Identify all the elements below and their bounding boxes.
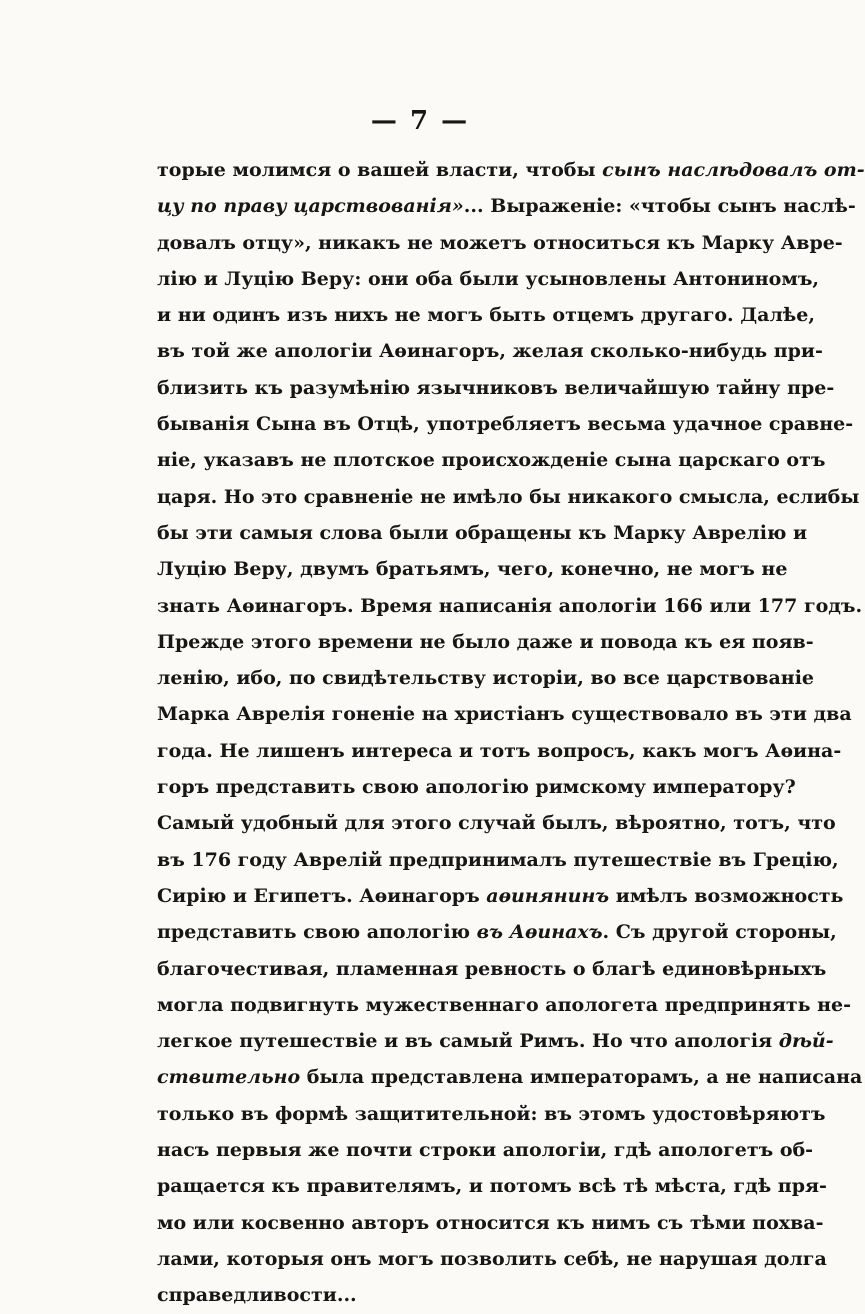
text-segment: Марка Аврелія гоненіе на христіанъ существовало въ эти два: [157, 703, 852, 726]
text-segment: . Съ другой стороны,: [602, 921, 837, 944]
text-segment: только въ формѣ защитительной: въ этомъ удостовѣряютъ: [157, 1102, 826, 1125]
text-segment: и ни одинъ изъ нихъ не могъ быть отцемъ другаго. Далѣе,: [157, 304, 815, 327]
text-line: [157, 551, 788, 587]
text-segment: быванія Сына въ Отцѣ, употребляетъ весьма удачное сравне-: [157, 413, 854, 436]
italic-text: въ Аѳинахъ: [476, 921, 603, 944]
italic-text: цу по праву царствованія»: [157, 195, 464, 218]
text-segment: знать Аѳинагоръ. Время написанія апологіи 166 или 177 годъ.: [157, 594, 863, 617]
italic-text: аѳинянинъ: [486, 884, 610, 907]
page-number: — 7 —: [370, 106, 470, 136]
text-segment: бы эти самыя слова были обращены къ Марку Аврелію и: [157, 521, 808, 544]
text-segment: легкое путешествіе и въ самый Римъ. Но что апологія: [157, 1030, 779, 1053]
body-text: [157, 152, 865, 1314]
text-segment: справедливости...: [157, 1284, 357, 1307]
italic-text: дѣй-: [778, 1030, 834, 1053]
italic-text: ствительно: [157, 1066, 301, 1089]
text-line: [157, 624, 814, 660]
text-line: [157, 479, 860, 515]
text-segment: лами, которыя онъ могъ позволить себѣ, не нарушая долга: [157, 1247, 827, 1270]
text-line: [157, 914, 837, 950]
text-line: [157, 842, 839, 878]
text-segment: близить къ разумѣнію язычниковъ величайшую тайну пре-: [157, 376, 835, 399]
text-line: [157, 1205, 824, 1241]
text-line: [157, 878, 844, 914]
text-segment: благочестивая, пламенная ревность о благѣ единовѣрныхъ: [157, 957, 827, 980]
text-segment: представить свою апологію: [157, 921, 477, 944]
text-line: [157, 1059, 863, 1095]
text-segment: торые молимся о вашей власти, чтобы: [157, 159, 603, 181]
text-segment: царя. Но это сравненіе не имѣло бы никакого смысла, еслибы: [157, 485, 860, 508]
text-line: [157, 660, 815, 696]
text-line: [157, 333, 823, 369]
text-line: [157, 442, 826, 478]
text-segment: Луцію Веру, двумъ братьямъ, чего, конечно, не могъ не: [157, 558, 788, 581]
text-line: [157, 188, 856, 224]
text-line: [157, 1132, 814, 1168]
text-segment: ... Выраженіе: «чтобы сынъ наслѣ-: [463, 195, 856, 218]
text-line: [157, 588, 863, 624]
text-line: [157, 225, 843, 261]
text-segment: Сирію и Египетъ. Аѳинагоръ: [157, 884, 487, 907]
text-segment: въ той же апологіи Аѳинагоръ, желая сколько-нибудь при-: [157, 340, 823, 363]
text-line: [157, 805, 836, 841]
text-line: [157, 1023, 834, 1059]
text-line: [157, 370, 835, 406]
text-line: [157, 261, 820, 297]
text-segment: имѣлъ возможность: [609, 884, 844, 907]
text-segment: довалъ отцу», никакъ не можетъ относиться къ Марку Авре-: [157, 231, 843, 254]
text-line: [157, 769, 796, 805]
text-segment: могла подвигнуть мужественнаго апологета предпринять не-: [157, 993, 852, 1016]
text-segment: ращается къ правителямъ, и потомъ всѣ тѣ мѣста, гдѣ пря-: [157, 1175, 827, 1198]
text-segment: Прежде этого времени не было даже и повода къ ея появ-: [157, 630, 814, 653]
text-line: [157, 1241, 827, 1277]
text-line: [157, 297, 815, 333]
text-segment: ленію, ибо, по свидѣтельству исторіи, во все царствованіе: [157, 667, 815, 690]
text-segment: Самый удобный для этого случай былъ, вѣроятно, тотъ, что: [157, 812, 836, 835]
text-line: [157, 951, 827, 987]
text-segment: насъ первыя же почти строки апологіи, гдѣ апологетъ об-: [157, 1139, 814, 1162]
text-line: [157, 152, 865, 188]
text-line: [157, 1168, 827, 1204]
text-segment: горъ представить свою апологію римскому императору?: [157, 776, 796, 799]
text-segment: лію и Луцію Веру: они оба были усыновлены Антониномъ,: [157, 267, 820, 290]
text-segment: въ 176 году Аврелій предпринималъ путешествіе въ Грецію,: [157, 848, 839, 871]
text-segment: была представлена императорамъ, а не написана: [300, 1066, 863, 1089]
text-line: [157, 1096, 826, 1132]
text-line: [157, 515, 808, 551]
text-segment: мо или косвенно авторъ относится къ нимъ съ тѣми похва-: [157, 1211, 824, 1234]
italic-text: сынъ наслѣдовалъ от-: [602, 159, 865, 181]
text-segment: ніе, указавъ не плотское происхожденіе сына царскаго отъ: [157, 449, 826, 472]
text-line: [157, 1277, 737, 1313]
text-line: [157, 733, 842, 769]
text-line: [157, 987, 852, 1023]
text-segment: года. Не лишенъ интереса и тотъ вопросъ, какъ могъ Аѳина-: [157, 739, 842, 762]
text-line: [157, 406, 854, 442]
text-line: [157, 696, 852, 732]
